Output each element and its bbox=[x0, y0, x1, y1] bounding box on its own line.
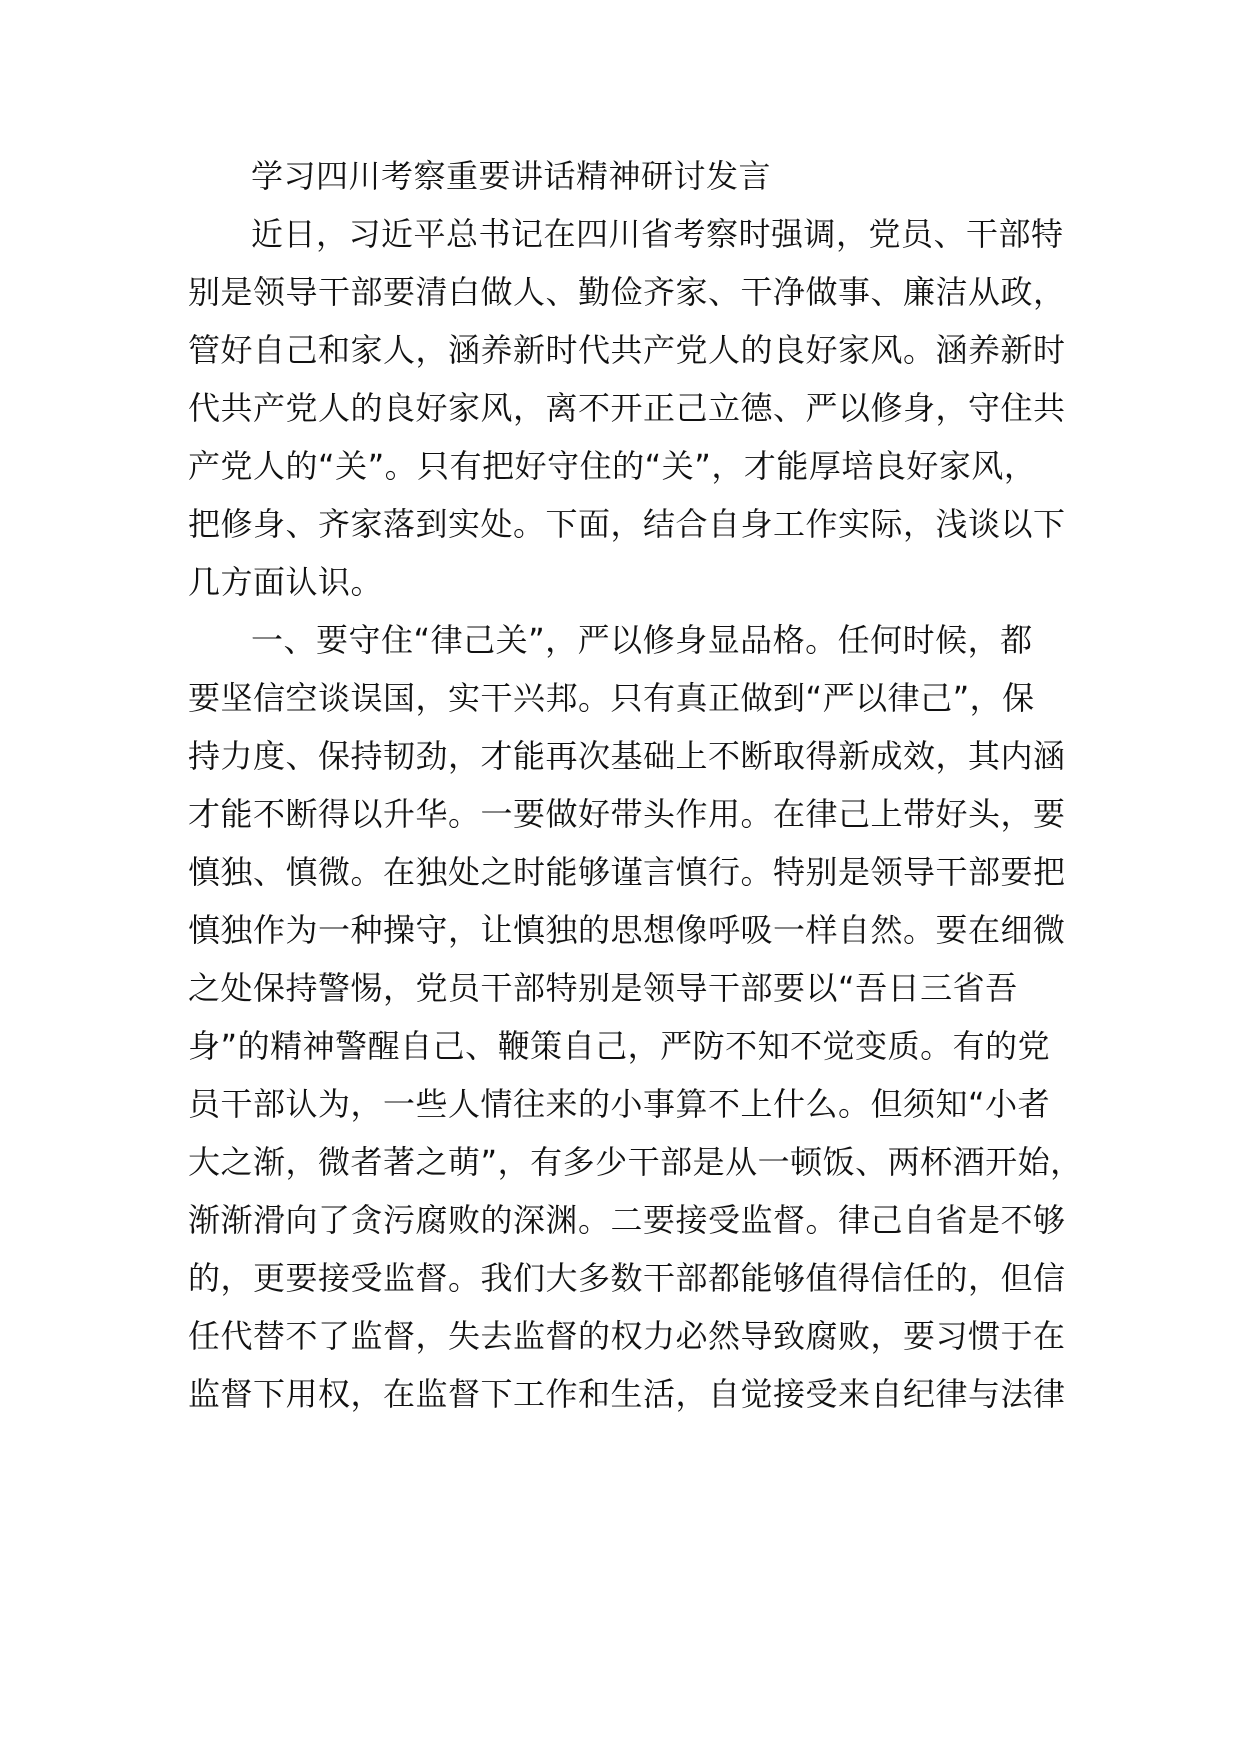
paragraph-line: 要坚信空谈误国，实干兴邦。只有真正做到“严以律己”，保 bbox=[188, 679, 1035, 717]
paragraph-line: 任代替不了监督，失去监督的权力必然导致腐败，要习惯于在 bbox=[188, 1317, 1066, 1355]
paragraph-line: 持力度、保持韧劲，才能再次基础上不断取得新成效，其内涵 bbox=[188, 737, 1066, 775]
paragraph-line: 监督下用权，在监督下工作和生活，自觉接受来自纪律与法律 bbox=[188, 1375, 1066, 1413]
paragraph-line: 之处保持警惕，党员干部特别是领导干部要以“吾日三省吾 bbox=[188, 969, 1018, 1007]
document-title: 学习四川考察重要讲话精神研讨发言 bbox=[251, 157, 772, 195]
paragraph-line: 近日，习近平总书记在四川省考察时强调，党员、干部特 bbox=[251, 215, 1064, 253]
paragraph-line: 慎独作为一种操守，让慎独的思想像呼吸一样自然。要在细微 bbox=[188, 911, 1066, 949]
paragraph-line: 几方面认识。 bbox=[188, 563, 384, 601]
paragraph-line: 代共产党人的良好家风，离不开正己立德、严以修身，守住共 bbox=[188, 389, 1066, 427]
paragraph-line: 大之渐，微者著之萌”，有多少干部是从一顿饭、两杯酒开始， bbox=[188, 1143, 1083, 1181]
paragraph-line: 身”的精神警醒自己、鞭策自己，严防不知不觉变质。有的党 bbox=[188, 1027, 1051, 1065]
paragraph-line: 慎独、慎微。在独处之时能够谨言慎行。特别是领导干部要把 bbox=[188, 853, 1066, 891]
paragraph-line: 渐渐滑向了贪污腐败的深渊。二要接受监督。律己自省是不够 bbox=[188, 1201, 1066, 1239]
paragraph-line: 一、要守住“律己关”，严以修身显品格。任何时候，都 bbox=[251, 621, 1033, 659]
paragraph-line: 才能不断得以升华。一要做好带头作用。在律己上带好头，要 bbox=[188, 795, 1066, 833]
paragraph-line: 别是领导干部要清白做人、勤俭齐家、干净做事、廉洁从政， bbox=[188, 273, 1066, 311]
paragraph-line: 的，更要接受监督。我们大多数干部都能够值得信任的，但信 bbox=[188, 1259, 1066, 1297]
paragraph-line: 产党人的“关”。只有把好守住的“关”，才能厚培良好家风， bbox=[188, 447, 1037, 485]
paragraph-line: 把修身、齐家落到实处。下面，结合自身工作实际，浅谈以下 bbox=[188, 505, 1066, 543]
paragraph-line: 管好自己和家人，涵养新时代共产党人的良好家风。涵养新时 bbox=[188, 331, 1066, 369]
paragraph-line: 员干部认为，一些人情往来的小事算不上什么。但须知“小者 bbox=[188, 1085, 1051, 1123]
